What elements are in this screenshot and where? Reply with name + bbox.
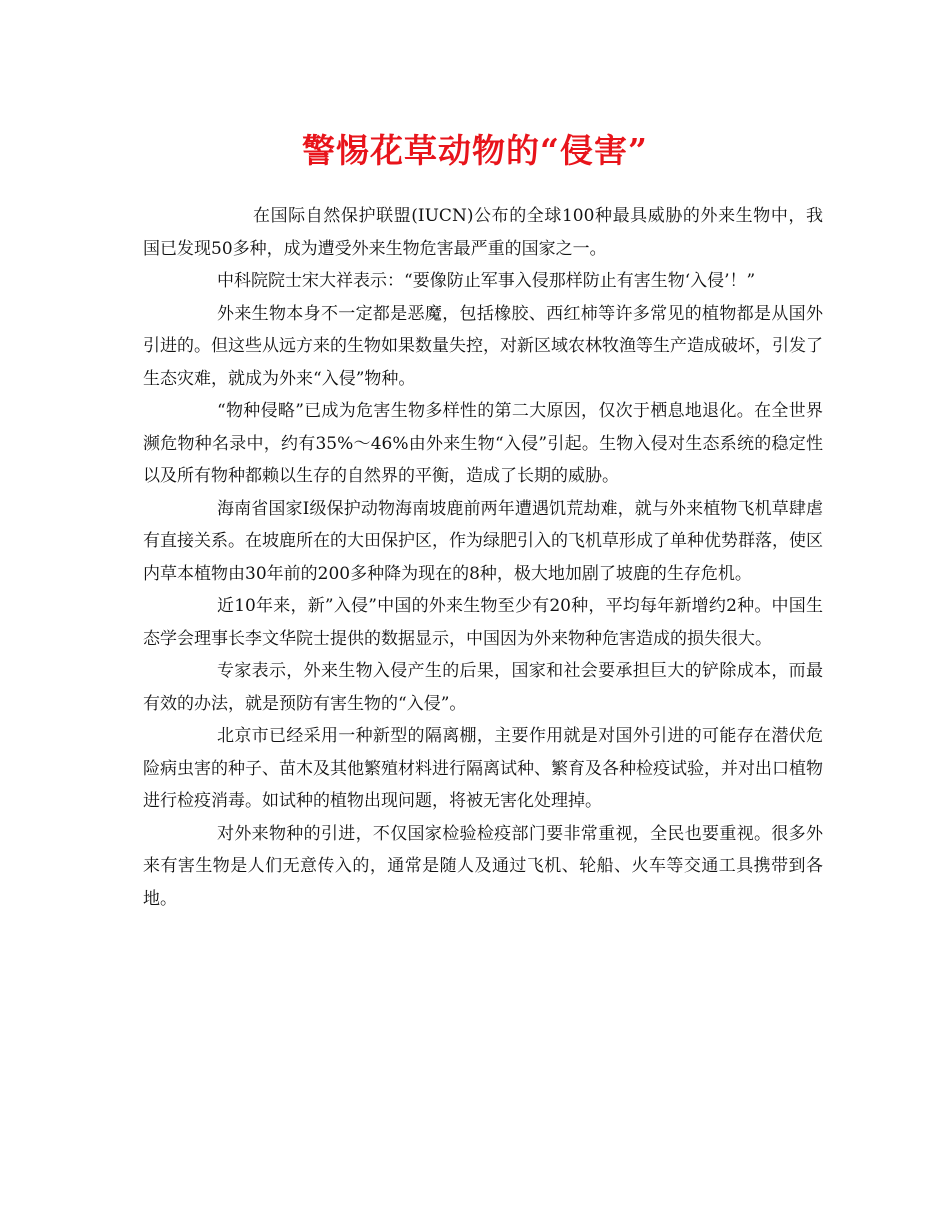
paragraph-8: 北京市已经采用一种新型的隔离棚，主要作用就是对国外引进的可能存在潜伏危险病虫害的种子、苗木及其他繁殖材料进行隔离试种、繁育及各种检疫试验，并对出口植物进行检疫消毒。如试种的植物出现问题，将被无害化处理掉。 — [143, 726, 823, 811]
paragraph-7: 专家表示，外来生物入侵产生的后果，国家和社会要承担巨大的铲除成本，而最有效的办法，就是预防有害生物的“入侵”。 — [143, 661, 823, 714]
document-title: 警惕花草动物的“侵害” — [302, 131, 648, 170]
paragraph-3: 外来生物本身不一定都是恶魔，包括橡胶、西红柿等许多常见的植物都是从国外引进的。但这些从远方来的生物如果数量失控，对新区域农林牧渔等生产造成破坏，引发了生态灾难，就成为外来“入侵”物种。 — [143, 303, 823, 389]
paragraph-5: 海南省国家I级保护动物海南坡鹿前两年遭遇饥荒劫难，就与外来植物飞机草肆虐有直接关系。在坡鹿所在的大田保护区，作为绿肥引入的飞机草形成了单种优势群落，使区内草本植物由30年前的200多种降为现在的8种，极大地加剧了坡鹿的生存危机。 — [143, 498, 823, 584]
paragraph-2: 中科院院士宋大祥表示：“要像防止军事入侵那样防止有害生物‘入侵’！” — [217, 271, 756, 291]
document-body — [143, 200, 823, 915]
paragraph-4: “物种侵略”已成为危害生物多样性的第二大原因，仅次于栖息地退化。在全世界濒危物种名录中，约有35%～46%由外来生物“入侵”引起。生物入侵对生态系统的稳定性以及所有物种都赖以生存的自然界的平衡，造成了长期的威胁。 — [143, 401, 823, 486]
paragraph-9: 对外来物种的引进，不仅国家检验检疫部门要非常重视，全民也要重视。很多外来有害生物是人们无意传入的，通常是随人及通过飞机、轮船、火车等交通工具携带到各地。 — [143, 823, 823, 909]
paragraph-6: 近10年来，新”入侵”中国的外来生物至少有20种，平均每年新增约2种。中国生态学会理事长李文华院士提供的数据显示，中国因为外来物种危害造成的损失很大。 — [143, 596, 823, 649]
paragraph-1: 在国际自然保护联盟(IUCN)公布的全球100种最具威胁的外来生物中，我国已发现50多种，成为遭受外来生物危害最严重的国家之一。 — [143, 206, 823, 259]
